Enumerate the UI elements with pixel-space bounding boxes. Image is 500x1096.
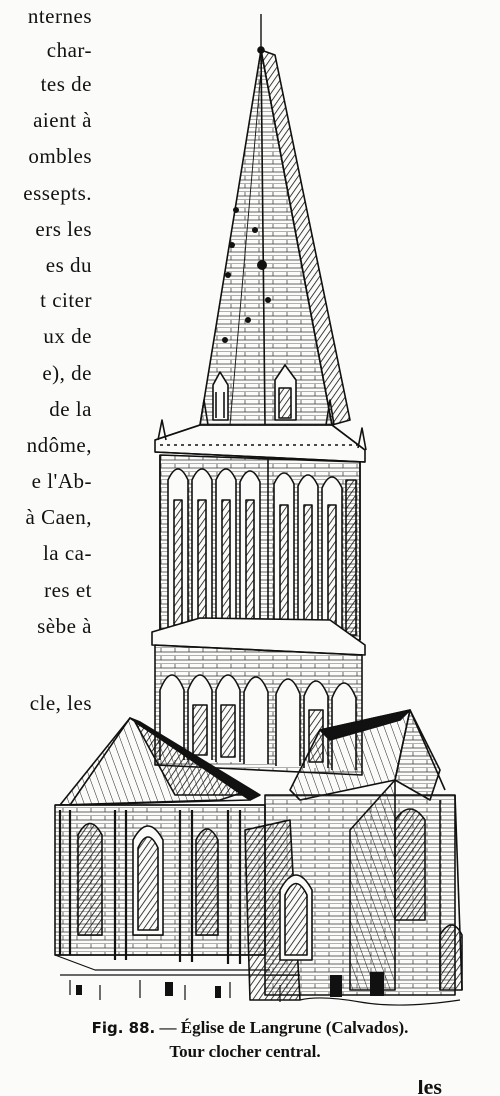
text-line: t citer [40,288,92,312]
figure-caption [0,1019,500,1036]
text-line: cle, les [29,691,92,715]
text-line: es du [45,253,92,277]
figure-caption-line2: Tour clocher central. [169,1042,321,1061]
text-line: e), de [42,361,92,385]
text-line: ers les [35,217,92,241]
church-engraving [40,8,480,1008]
text-line: nternes [27,4,92,28]
text-line: la ca- [42,541,92,565]
text-line: ombles [28,144,92,168]
figure-title: — Église de Langrune (Calvados). [155,1018,409,1037]
bottom-text-fragment [0,1080,500,1096]
text-line: de la [49,397,92,421]
text-line: e l'Ab- [31,469,92,493]
text-line: ndôme, [26,433,92,457]
text-line: char- [46,38,92,62]
belfry-upper [160,455,360,640]
text-line: ux de [43,324,92,348]
text-line: sèbe à [37,614,92,638]
figure-number: Fig. 88. [91,1019,156,1037]
spire [200,50,350,425]
text-line: essepts. [23,181,92,205]
text-line: aient à [33,108,92,132]
partial-word: les [417,1080,442,1096]
nave-walls [55,780,462,1000]
text-line: tes de [40,72,92,96]
text-line: à Caen, [25,505,92,529]
text-line: res et [44,578,92,602]
